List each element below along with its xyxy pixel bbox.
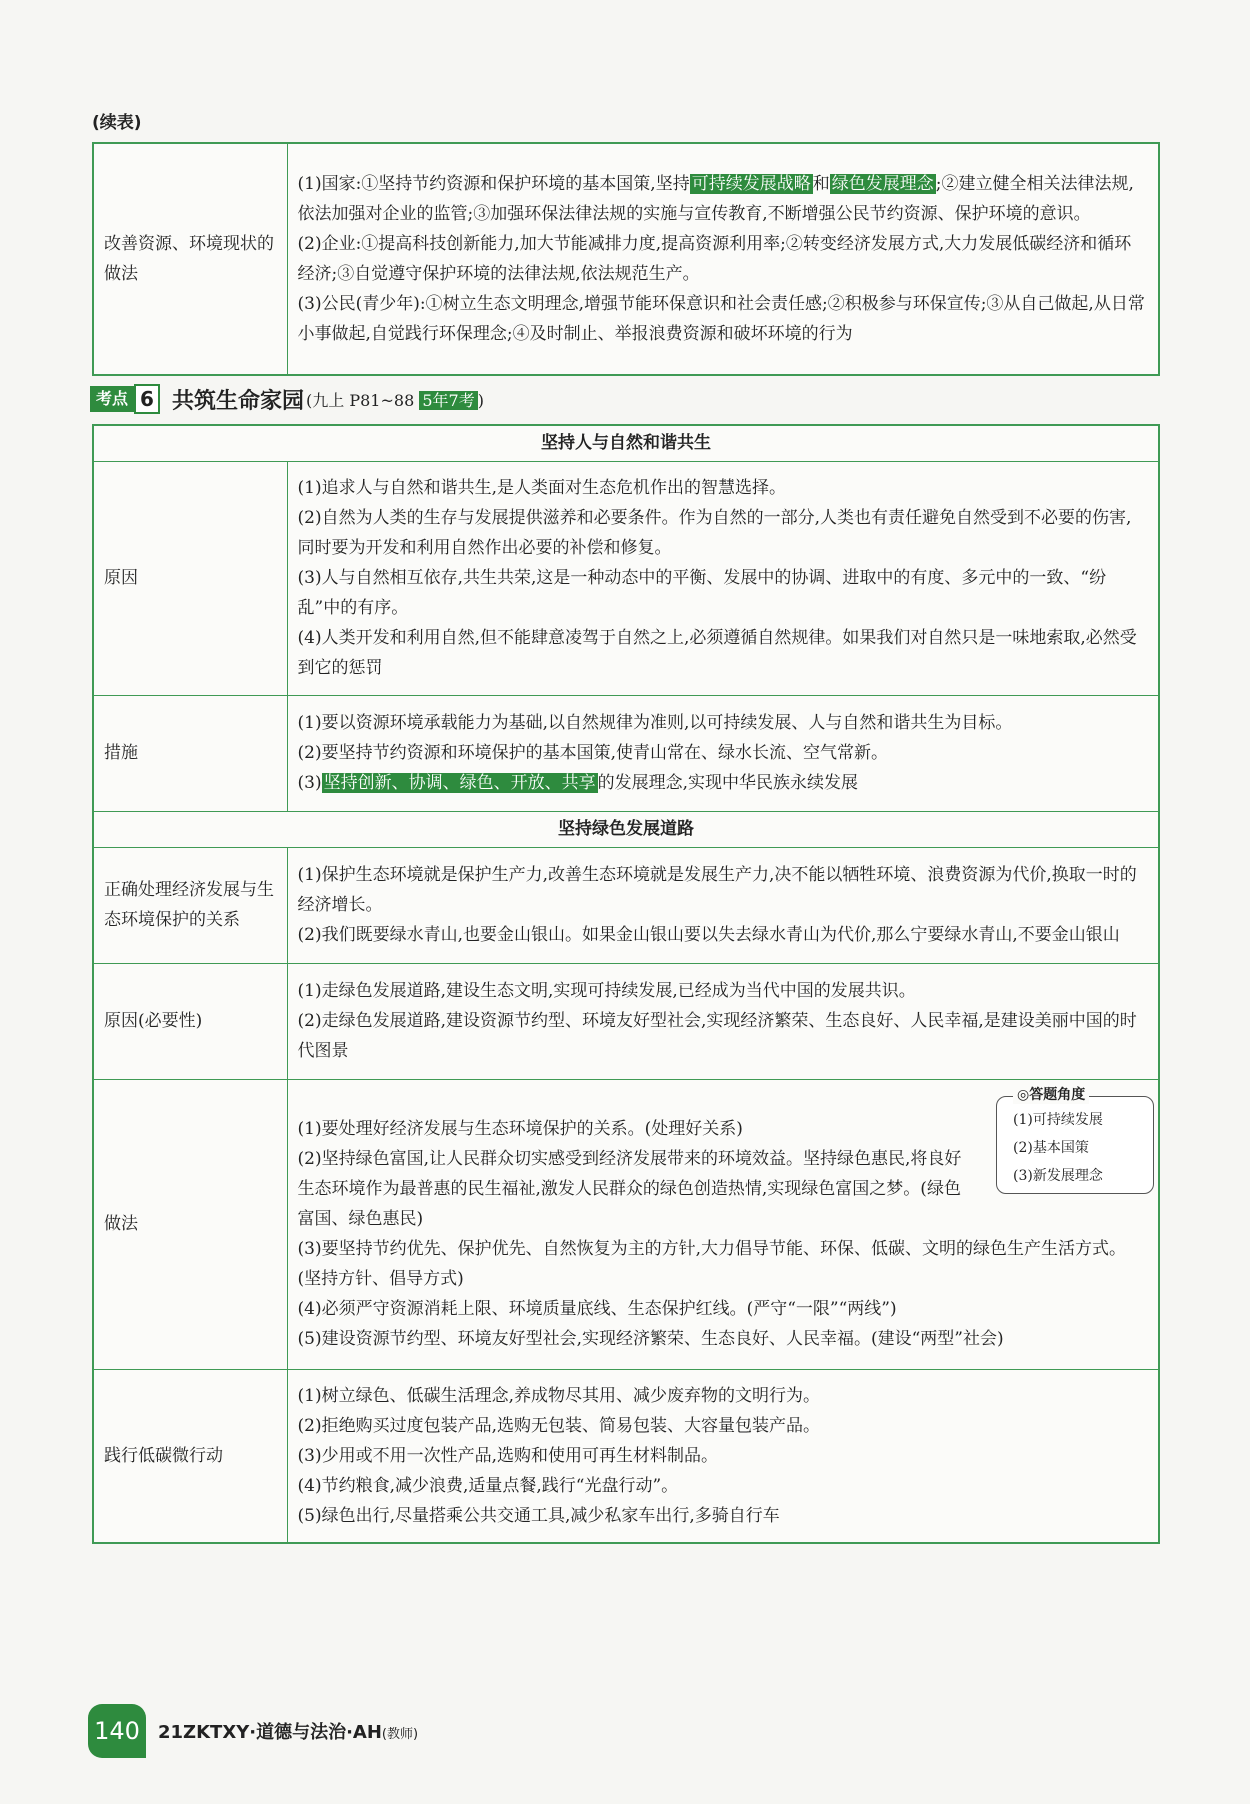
kaodian-number: 6 bbox=[134, 384, 160, 414]
row-content-necessity bbox=[287, 963, 1159, 1079]
row-content-measures bbox=[287, 695, 1159, 811]
section-heading-harmony: 坚持人与自然和谐共生 bbox=[93, 425, 1159, 461]
list-item: (2)拒绝购买过度包装产品,选购无包装、简易包装、大容量包装产品。 bbox=[297, 1415, 820, 1436]
list-item: (2)我们既要绿水青山,也要金山银山。如果金山银山要以失去绿水青山为代价,那么宁要绿水青山,不要金山银山 bbox=[297, 925, 1120, 945]
exam-frequency-badge: 5年7考 bbox=[419, 391, 477, 410]
list-item: (1)国家:①坚持节约资源和保护环境的基本国策,坚持 可持续发展战略 和 绿色发展理念 ;②建立健全相关法律法规,依法加强对企业的监管;③加强环保法律法规的实施与宣传教育,不断增强公民节约资源、保护环境的意识。 bbox=[297, 174, 1134, 224]
list-item: (3)人与自然相互依存,共生共荣,这是一种动态中的平衡、发展中的协调、进取中的有度、多元中的一致、“纷乱”中的有序。 bbox=[297, 568, 1107, 618]
row-content-relationship bbox=[287, 847, 1159, 963]
list-item: (2)要坚持节约资源和环境保护的基本国策,使青山常在、绿水长流、空气常新。 bbox=[297, 743, 888, 763]
list-item: (3) 坚持创新、协调、绿色、开放、共享 的发展理念,实现中华民族永续发展 bbox=[297, 773, 858, 793]
row-content-lowcarbon bbox=[287, 1369, 1159, 1543]
list-item: (5)建设资源节约型、环境友好型社会,实现经济繁荣、生态良好、人民幸福。(建设“两型”社会) bbox=[297, 1329, 1004, 1349]
row-label-practice: 做法 bbox=[93, 1079, 287, 1369]
textbook-reference: (九上 P81~88 5年7考 ) bbox=[306, 390, 484, 410]
list-item: (4)人类开发和利用自然,但不能肆意凌驾于自然之上,必须遵循自然规律。如果我们对自然只是一味地索取,必然受到它的惩罚 bbox=[297, 628, 1137, 678]
page-footer bbox=[88, 1704, 418, 1758]
list-item: (5)绿色出行,尽量搭乘公共交通工具,减少私家车出行,多骑自行车 bbox=[297, 1505, 780, 1526]
answer-angle-item: (2)基本国策 bbox=[1013, 1140, 1089, 1156]
row-label-necessity: 原因(必要性) bbox=[93, 963, 287, 1079]
list-item: (4)节约粮食,减少浪费,适量点餐,践行“光盘行动”。 bbox=[297, 1475, 679, 1496]
edition-label: (教师) bbox=[381, 1727, 419, 1742]
list-item: (2)自然为人类的生存与发展提供滋养和必要条件。作为自然的一部分,人类也有责任避免自然受到不必要的伤害,同时要为开发和利用自然作出必要的补偿和修复。 bbox=[297, 508, 1132, 558]
list-item: (2)企业:①提高科技创新能力,加大节能减排力度,提高资源利用率;②转变经济发展方式,大力发展低碳经济和循环经济;③自觉遵守保护环境的法律法规,依法规范生产。 bbox=[297, 234, 1132, 284]
row-label-relationship: 正确处理经济发展与生态环境保护的关系 bbox=[93, 847, 287, 963]
answer-angle-title: ◎答题角度 bbox=[1013, 1084, 1089, 1104]
highlight-five-concepts: 坚持创新、协调、绿色、开放、共享 bbox=[323, 773, 596, 793]
row-label-measures: 措施 bbox=[93, 695, 287, 811]
list-item: (1)走绿色发展道路,建设生态文明,实现可持续发展,已经成为当代中国的发展共识。 bbox=[297, 981, 916, 1001]
answer-angle-item: (1)可持续发展 bbox=[1013, 1112, 1103, 1128]
highlight-green-concept: 绿色发展理念 bbox=[831, 174, 934, 194]
continued-label: (续表) bbox=[92, 113, 142, 133]
list-item: (1)保护生态环境就是保护生产力,改善生态环境就是发展生产力,决不能以牺牲环境、浪费资源为代价,换取一时的经济增长。 bbox=[297, 865, 1137, 915]
list-item: (1)追求人与自然和谐共生,是人类面对生态危机作出的智慧选择。 bbox=[297, 478, 786, 498]
row-content-reason bbox=[287, 461, 1159, 695]
resource-environment-table bbox=[92, 142, 1160, 376]
row-label-reason: 原因 bbox=[93, 461, 287, 695]
row-label-lowcarbon: 践行低碳微行动 bbox=[93, 1369, 287, 1543]
answer-angle-item: (3)新发展理念 bbox=[1013, 1168, 1103, 1184]
list-item: (3)公民(青少年):①树立生态文明理念,增强节能环保意识和社会责任感;②积极参与环保宣传;③从自己做起,从日常小事做起,自觉践行环保理念;④及时制止、举报浪费资源和破坏环境的行为 bbox=[297, 294, 1145, 344]
highlight-sustainable: 可持续发展战略 bbox=[691, 174, 811, 194]
page-number: 140 bbox=[88, 1704, 146, 1758]
main-table bbox=[92, 424, 1160, 1544]
section-heading-green: 坚持绿色发展道路 bbox=[93, 811, 1159, 847]
list-item: (1)要处理好经济发展与生态环境保护的关系。(处理好关系) bbox=[297, 1119, 743, 1139]
list-item: (2)走绿色发展道路,建设资源节约型、环境友好型社会,实现经济繁荣、生态良好、人民幸福,是建设美丽中国的时代图景 bbox=[297, 1011, 1137, 1061]
kaodian-tag: 考点 bbox=[90, 386, 134, 412]
book-code: 21ZKTXY·道德与法治·AH(教师) bbox=[158, 1722, 419, 1743]
list-item: (1)树立绿色、低碳生活理念,养成物尽其用、减少废弃物的文明行为。 bbox=[297, 1385, 820, 1406]
answer-angle-box bbox=[996, 1087, 1154, 1194]
list-item: (4)必须严守资源消耗上限、环境质量底线、生态保护红线。(严守“一限”“两线”) bbox=[297, 1299, 897, 1319]
section-title: 共筑生命家园 bbox=[172, 388, 305, 414]
list-item: (1)要以资源环境承载能力为基础,以自然规律为准则,以可持续发展、人与自然和谐共生为目标。 bbox=[297, 713, 1013, 733]
section-header bbox=[90, 383, 484, 415]
list-item: (3)要坚持节约优先、保护优先、自然恢复为主的方针,大力倡导节能、环保、低碳、文明的绿色生产生活方式。(坚持方针、倡导方式) bbox=[297, 1239, 1126, 1289]
list-item: (3)少用或不用一次性产品,选购和使用可再生材料制品。 bbox=[297, 1445, 718, 1466]
list-item: (2)坚持绿色富国,让人民群众切实感受到经济发展带来的环境效益。坚持绿色惠民,将良好生态环境作为最普惠的民生福祉,激发人民群众的绿色创造热情,实现绿色富国之梦。(绿色富国、绿色惠民) bbox=[297, 1149, 962, 1229]
row-content-improve bbox=[287, 143, 1159, 375]
row-label-improve: 改善资源、环境现状的做法 bbox=[93, 143, 287, 375]
